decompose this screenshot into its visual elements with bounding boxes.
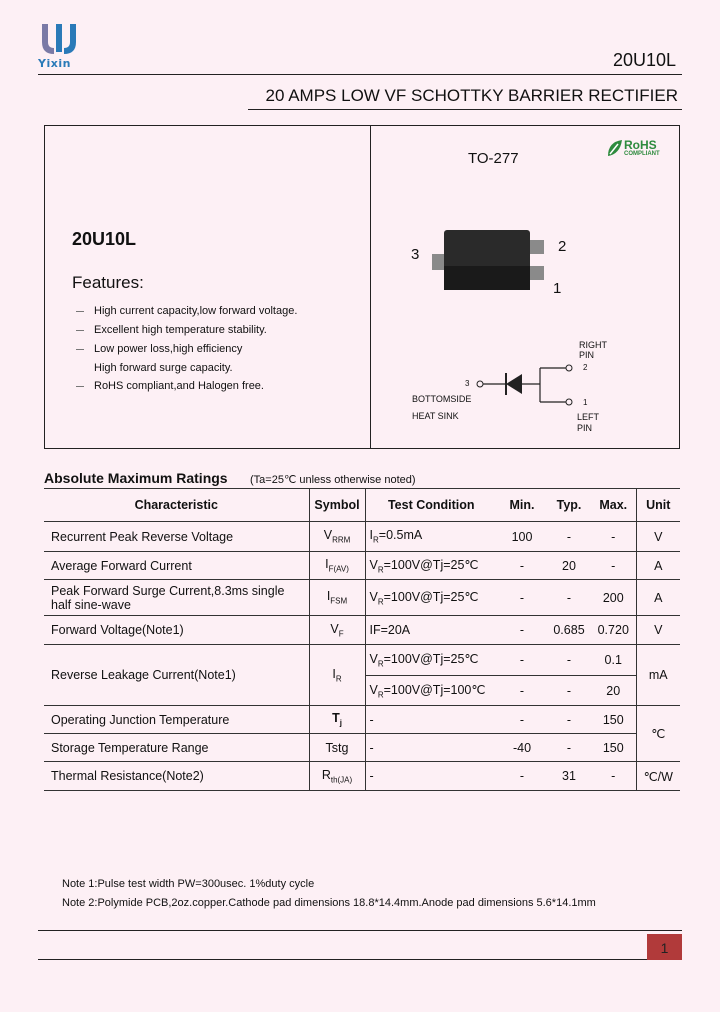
cell-min: 100	[497, 522, 547, 552]
schematic-node-3: 3	[465, 379, 470, 388]
title-underline	[248, 109, 682, 110]
cell-typ: -	[547, 676, 591, 706]
cell-characteristic: Storage Temperature Range	[44, 734, 309, 762]
cell-characteristic: Recurrent Peak Reverse Voltage	[44, 522, 309, 552]
right-pin-label-2: PIN	[579, 350, 595, 360]
schematic-node-1: 1	[583, 398, 588, 407]
logo-text: Yixin	[38, 57, 71, 70]
footer-divider	[38, 930, 682, 931]
cell-characteristic: Forward Voltage(Note1)	[44, 616, 309, 645]
table-header-row	[44, 489, 680, 522]
cell-unit: ℃	[636, 706, 680, 762]
package-name: TO-277	[468, 150, 519, 167]
cell-min: -	[497, 616, 547, 645]
cell-max: -	[591, 762, 636, 791]
cell-characteristic: Thermal Resistance(Note2)	[44, 762, 309, 791]
yixin-logo-icon	[38, 22, 80, 56]
cell-unit: mA	[636, 645, 680, 706]
feature-bullet	[76, 311, 84, 312]
cell-unit: A	[636, 580, 680, 616]
cell-characteristic: Average Forward Current	[44, 552, 309, 580]
header-part-number: 20U10L	[612, 50, 676, 70]
cell-min: -	[497, 552, 547, 580]
table-row	[44, 616, 680, 645]
cell-unit: ℃/W	[636, 762, 680, 791]
cell-condition: $V_R=100V@Tj=100℃$	[365, 676, 497, 706]
cell-typ: -	[547, 580, 591, 616]
note-2: Note 2:Polymide PCB,2oz.copper.Cathode pad dimensions 18.8*14.4mm.Anode pad dimensions 5.6*14.1mm	[62, 897, 596, 909]
cell-symbol: Tstg	[309, 734, 365, 762]
cell-max: 200	[591, 580, 636, 616]
footer-divider-bottom	[38, 959, 682, 960]
info-box-divider	[370, 125, 371, 449]
rohs-label: RoHS	[624, 138, 657, 152]
left-pin-label-2: PIN	[577, 423, 593, 433]
cell-symbol: $V_{RRM}$	[309, 522, 365, 552]
table-row	[44, 762, 680, 791]
cell-symbol: $R_{th(JA)}$	[309, 762, 365, 791]
heat-sink-label: HEAT SINK	[412, 411, 459, 421]
table-row	[44, 580, 680, 616]
cell-max: 0.1	[591, 645, 636, 676]
cell-min: -	[497, 580, 547, 616]
cell-min: -	[497, 706, 547, 734]
cell-typ: 31	[547, 762, 591, 791]
package-drawing-icon	[428, 226, 548, 296]
features-heading: Features:	[72, 273, 144, 292]
feature-item: High current capacity,low forward voltage.	[94, 305, 298, 317]
cell-max: -	[591, 522, 636, 552]
cell-condition: -	[365, 762, 497, 791]
feature-bullet	[76, 386, 84, 387]
cell-typ: 0.685	[547, 616, 591, 645]
cell-min: -	[497, 676, 547, 706]
cell-typ: 20	[547, 552, 591, 580]
pin-label-2: 2	[558, 238, 567, 255]
feature-bullet	[76, 330, 84, 331]
col-header: Unit	[636, 489, 680, 522]
cell-symbol: $T_j$	[309, 706, 365, 734]
cell-condition: $V_R=100V@Tj=25℃$	[365, 645, 497, 676]
cell-characteristic: Reverse Leakage Current(Note1)	[44, 645, 309, 706]
left-pin-label: LEFT	[577, 412, 600, 422]
note-1: Note 1:Pulse test width PW=300usec. 1%duty cycle	[62, 878, 315, 890]
cell-symbol: $I_{F(AV)}$	[309, 552, 365, 580]
cell-condition: IF=20A	[365, 616, 497, 645]
feature-item: High forward surge capacity.	[94, 362, 233, 374]
cell-condition: $V_R=100V@Tj=25℃$	[365, 552, 497, 580]
col-header: Symbol	[309, 489, 365, 522]
cell-typ: -	[547, 522, 591, 552]
feature-item: RoHS compliant,and Halogen free.	[94, 380, 264, 392]
ratings-heading: Absolute Maximum Ratings	[44, 470, 228, 486]
col-header: Characteristic	[44, 489, 309, 522]
col-header: Max.	[591, 489, 636, 522]
part-number: 20U10L	[72, 229, 137, 249]
rohs-sublabel: COMPLIANT	[624, 151, 660, 157]
ratings-note: (Ta=25℃ unless otherwise noted)	[250, 474, 416, 486]
document-title: 20 AMPS LOW VF SCHOTTKY BARRIER RECTIFIER	[265, 86, 678, 105]
cell-characteristic: Peak Forward Surge Current,8.3ms single half sine-wave	[44, 580, 309, 616]
table-row	[44, 552, 680, 580]
feature-bullet	[76, 349, 84, 350]
cell-min: -	[497, 645, 547, 676]
cell-typ: -	[547, 645, 591, 676]
header-divider	[38, 74, 682, 75]
feature-item: Low power loss,high efficiency	[94, 343, 243, 355]
cell-typ: -	[547, 734, 591, 762]
table-row	[44, 645, 680, 676]
pin-label-3: 3	[411, 246, 420, 263]
cell-unit: V	[636, 616, 680, 645]
cell-typ: -	[547, 706, 591, 734]
bottomside-label: BOTTOMSIDE	[412, 394, 472, 404]
table-row	[44, 706, 680, 734]
schematic-node-2: 2	[583, 363, 588, 372]
col-header: Min.	[497, 489, 547, 522]
rohs-leaf-icon	[606, 138, 624, 158]
cell-max: -	[591, 552, 636, 580]
col-header: Typ.	[547, 489, 591, 522]
cell-max: 0.720	[591, 616, 636, 645]
cell-symbol: $I_{FSM}$	[309, 580, 365, 616]
table-row	[44, 734, 680, 762]
cell-symbol: $I_R$	[309, 645, 365, 706]
cell-condition: $I_R=0.5mA$	[365, 522, 497, 552]
pin-label-1: 1	[553, 280, 562, 297]
cell-condition: -	[365, 706, 497, 734]
right-pin-label: RIGHT	[579, 340, 607, 350]
cell-unit: V	[636, 522, 680, 552]
diode-schematic-icon	[470, 360, 590, 410]
cell-min: -	[497, 762, 547, 791]
cell-characteristic: Operating Junction Temperature	[44, 706, 309, 734]
cell-max: 20	[591, 676, 636, 706]
cell-unit: A	[636, 552, 680, 580]
cell-symbol: $V_F$	[309, 616, 365, 645]
cell-max: 150	[591, 734, 636, 762]
feature-item: Excellent high temperature stability.	[94, 324, 267, 336]
cell-max: 150	[591, 706, 636, 734]
ratings-table	[44, 488, 680, 791]
cell-condition: -	[365, 734, 497, 762]
page-number: 1	[647, 934, 682, 960]
cell-min: -40	[497, 734, 547, 762]
cell-condition: $V_R=100V@Tj=25℃$	[365, 580, 497, 616]
table-row	[44, 522, 680, 552]
col-header: Test Condition	[365, 489, 497, 522]
